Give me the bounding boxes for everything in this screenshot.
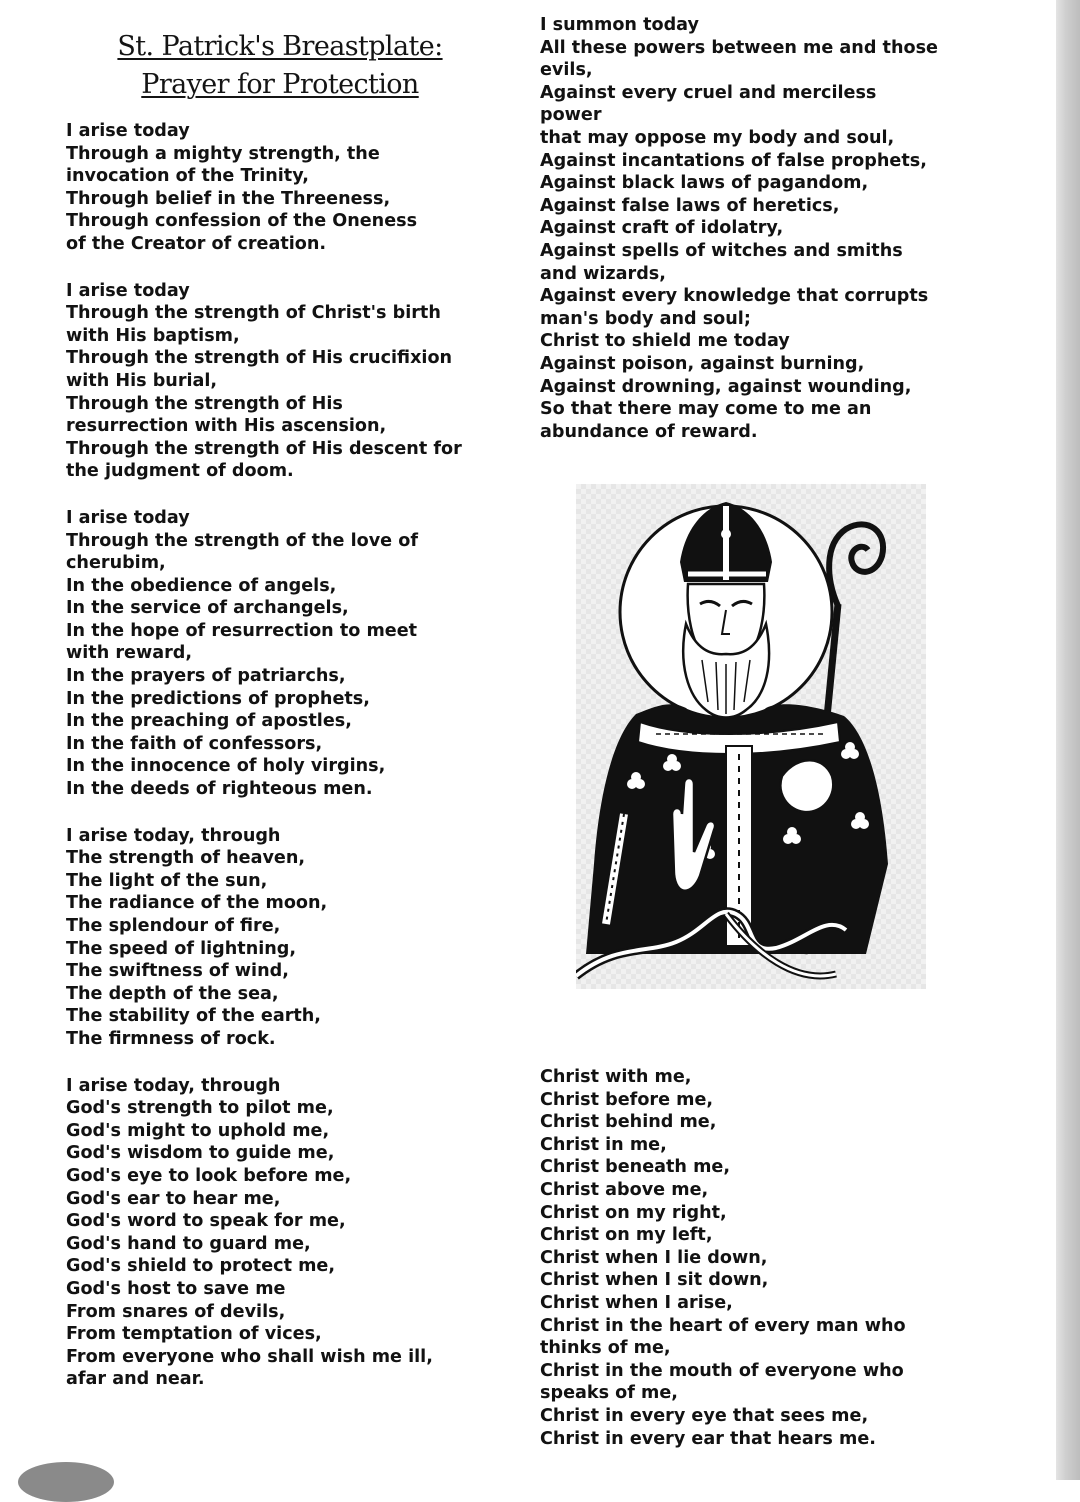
poem-line: Through a mighty strength, the [66, 143, 380, 164]
title-line-1: St. Patrick's Breastplate: [117, 31, 443, 62]
poem-line: I arise today, through [66, 825, 281, 846]
poem-line: Against incantations of false prophets, [540, 150, 927, 171]
poem-line: and wizards, [540, 263, 666, 284]
poem-line: Christ on my right, [540, 1202, 727, 1223]
poem-line: In the preaching of apostles, [66, 711, 352, 732]
poem-line: From temptation of vices, [66, 1324, 322, 1345]
poem-line: afar and near. [66, 1369, 205, 1390]
poem-line: I arise today [66, 121, 190, 141]
poem-line: The swiftness of wind, [66, 961, 289, 982]
poem-line: In the innocence of holy virgins, [66, 756, 386, 777]
right-column-bottom [540, 1066, 980, 1450]
poem-line: of the Creator of creation. [66, 233, 327, 254]
poem-line: God's hand to guard me, [66, 1233, 311, 1254]
poem-line: Christ before me, [540, 1089, 714, 1110]
poem-line: The stability of the earth, [66, 1006, 321, 1027]
poem-line: God's strength to pilot me, [66, 1098, 334, 1119]
poem-line: Christ to shield me today [540, 331, 790, 352]
stanza [66, 280, 506, 483]
poem-line: Against black laws of pagandom, [540, 173, 869, 194]
poem-line: Against drowning, against wounding, [540, 376, 912, 397]
poem-line: God's wisdom to guide me, [66, 1143, 335, 1164]
poem-line: The light of the sun, [66, 870, 268, 891]
saint-patrick-drawing [576, 484, 926, 989]
page-edge [1056, 0, 1080, 1480]
stanza [66, 1075, 506, 1391]
poem-line: abundance of reward. [540, 421, 758, 442]
poem-line: I arise today, through [66, 1075, 281, 1096]
poem-line: Against every cruel and merciless [540, 82, 877, 103]
poem-line: The strength of heaven, [66, 848, 306, 869]
left-column [66, 120, 506, 1415]
poem-line: resurrection with His ascension, [66, 416, 387, 437]
poem-line: In the faith of confessors, [66, 733, 323, 754]
poem-line: Christ in me, [540, 1134, 667, 1155]
poem-line: God's might to uphold me, [66, 1120, 330, 1141]
poem-line: From snares of devils, [66, 1301, 286, 1322]
poem-line: speaks of me, [540, 1383, 678, 1404]
poem-line: In the service of archangels, [66, 598, 349, 619]
poem-line: Through the strength of Christ's birth [66, 303, 441, 324]
poem-line: the judgment of doom. [66, 461, 294, 482]
poem-line: power [540, 105, 602, 126]
poem-line: God's eye to look before me, [66, 1165, 352, 1186]
poem-line: Christ above me, [540, 1179, 709, 1200]
poem-line: The depth of the sea, [66, 983, 279, 1004]
poem-line: invocation of the Trinity, [66, 166, 309, 187]
poem-line: Christ behind me, [540, 1112, 717, 1133]
poem-line: Through belief in the Threeness, [66, 188, 391, 209]
poem-line: Against poison, against burning, [540, 353, 865, 374]
staff-hand [780, 760, 833, 812]
poem-line: From everyone who shall wish me ill, [66, 1346, 433, 1367]
poem-line: Through the strength of His descent for [66, 438, 462, 459]
saint-patrick-illustration [576, 484, 926, 989]
poem-line: with reward, [66, 643, 193, 664]
right-column-top [540, 14, 980, 443]
poem-line: God's word to speak for me, [66, 1211, 346, 1232]
poem-line: evils, [540, 60, 593, 81]
poem-line: Christ in the mouth of everyone who [540, 1360, 904, 1381]
poem-line: In the hope of resurrection to meet [66, 620, 418, 641]
poem-line: Christ in the heart of every man who [540, 1315, 906, 1336]
poem-line: Christ when I lie down, [540, 1247, 768, 1268]
poem-line: Christ on my left, [540, 1225, 713, 1246]
poem-line: thinks of me, [540, 1338, 671, 1359]
poem-line: with His burial, [66, 370, 218, 391]
poem-line: God's host to save me [66, 1278, 286, 1299]
poem-line: Christ in every eye that sees me, [540, 1405, 869, 1426]
poem-line: Against every knowledge that corrupts [540, 286, 929, 307]
stanza [66, 507, 506, 801]
poem-line: Christ with me, [540, 1067, 692, 1087]
poem-line: man's body and soul; [540, 308, 751, 329]
crozier-crook-icon [829, 524, 883, 606]
poem-line: I arise today [66, 280, 190, 301]
title-line-2: Prayer for Protection [141, 69, 419, 100]
poem-line: The speed of lightning, [66, 938, 297, 959]
poem-line: Against craft of idolatry, [540, 218, 784, 239]
poem-line: In the deeds of righteous men. [66, 779, 373, 800]
poem-line: Christ when I arise, [540, 1292, 733, 1313]
poem-line: Against false laws of heretics, [540, 195, 840, 216]
poem-line: Through the strength of His [66, 393, 343, 414]
poem-line: I summon today [540, 15, 699, 35]
poem-line: The splendour of fire, [66, 916, 281, 936]
poem-line: Christ beneath me, [540, 1157, 731, 1178]
poem-line: All these powers between me and those [540, 37, 938, 58]
poem-line: Against spells of witches and smiths [540, 240, 903, 261]
corner-shadow [18, 1462, 114, 1502]
poem-line: So that there may come to me an [540, 399, 872, 420]
poem-line: Through the strength of the love of [66, 530, 418, 551]
poem-line: Christ in every ear that hears me. [540, 1428, 876, 1449]
poem-line: I arise today [66, 507, 190, 528]
poem-line: God's ear to hear me, [66, 1188, 281, 1209]
poem-line: that may oppose my body and soul, [540, 127, 895, 148]
stanza [66, 825, 506, 1051]
poem-line: cherubim, [66, 553, 166, 574]
poem-line: The firmness of rock. [66, 1028, 276, 1049]
poem-line: Christ when I sit down, [540, 1270, 769, 1291]
poem-line: In the predictions of prophets, [66, 688, 370, 709]
poem-line: with His baptism, [66, 325, 240, 346]
poem-line: God's shield to protect me, [66, 1256, 336, 1277]
page-title [60, 28, 500, 104]
stanza [66, 120, 506, 256]
poem-line: The radiance of the moon, [66, 893, 328, 914]
poem-line: In the prayers of patriarchs, [66, 666, 346, 687]
poem-line: Through the strength of His crucifixion [66, 348, 453, 369]
poem-line: Through confession of the Oneness [66, 211, 418, 232]
poem-line: In the obedience of angels, [66, 575, 337, 596]
